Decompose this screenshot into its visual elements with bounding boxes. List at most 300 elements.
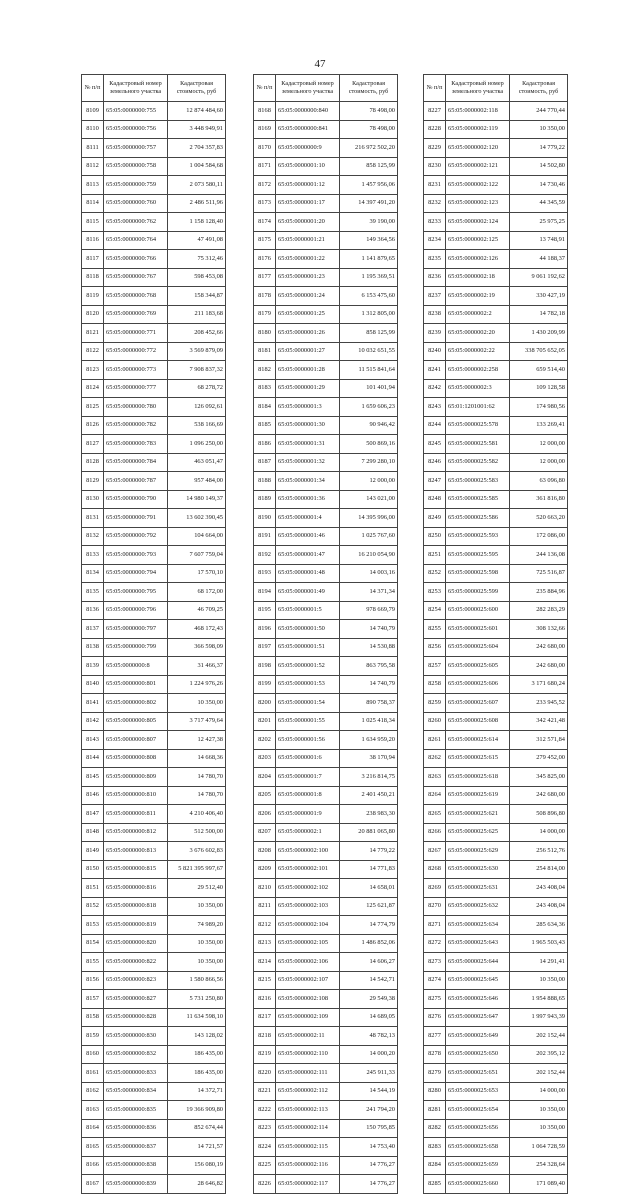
- table-row: [424, 638, 568, 657]
- table-row: [424, 731, 568, 750]
- cadastral-value: 244 770,44: [510, 102, 568, 121]
- row-number: 8216: [254, 990, 276, 1009]
- table-row: [254, 768, 398, 787]
- table-row: [82, 749, 226, 768]
- register-table-right: [423, 74, 568, 1194]
- row-number: 8222: [254, 1101, 276, 1120]
- table-row: [254, 786, 398, 805]
- cadastral-value: 890 758,37: [340, 694, 398, 713]
- cadastral-value: 19 366 909,80: [168, 1101, 226, 1120]
- table-row: [82, 564, 226, 583]
- table-row: [82, 657, 226, 676]
- cadastral-number: 65:05:0000000:777: [104, 379, 168, 398]
- cadastral-number: 65:05:0000001:32: [276, 453, 340, 472]
- cadastral-value: 1 486 852,06: [340, 934, 398, 953]
- table-row: [254, 657, 398, 676]
- cadastral-value: 12 000,00: [510, 435, 568, 454]
- row-number: 8194: [254, 583, 276, 602]
- cadastral-value: 463 051,47: [168, 453, 226, 472]
- table-row: [424, 1138, 568, 1157]
- row-number: 8153: [82, 916, 104, 935]
- cadastral-value: 68 278,72: [168, 379, 226, 398]
- cadastral-value: 14 740,79: [340, 675, 398, 694]
- row-number: 8271: [424, 916, 446, 935]
- row-number: 8233: [424, 213, 446, 232]
- cadastral-number: 65:05:0000000:759: [104, 176, 168, 195]
- cadastral-value: 512 500,00: [168, 823, 226, 842]
- cadastral-number: 65:05:0000000:841: [276, 120, 340, 139]
- cadastral-value: 500 869,16: [340, 435, 398, 454]
- table-row: [82, 490, 226, 509]
- cadastral-number: 65:05:0000001:4: [276, 509, 340, 528]
- cadastral-value: 14 779,22: [340, 842, 398, 861]
- row-number: 8200: [254, 694, 276, 713]
- cadastral-number: 65:05:0000000:764: [104, 231, 168, 250]
- table-row: [254, 564, 398, 583]
- header-number: № п/п: [82, 75, 104, 102]
- row-number: 8248: [424, 490, 446, 509]
- cadastral-number: 65:05:0000002:105: [276, 934, 340, 953]
- cadastral-number: 65:05:0000025:606: [446, 675, 510, 694]
- row-number: 8114: [82, 194, 104, 213]
- cadastral-value: 1 997 943,39: [510, 1008, 568, 1027]
- cadastral-value: 14 730,46: [510, 176, 568, 195]
- table-row: [82, 1119, 226, 1138]
- cadastral-number: 65:05:0000001:50: [276, 620, 340, 639]
- table-row: [254, 1138, 398, 1157]
- cadastral-number: 65:05:0000025:630: [446, 860, 510, 879]
- cadastral-number: 65:05:0000000:762: [104, 213, 168, 232]
- cadastral-value: 186 435,00: [168, 1064, 226, 1083]
- cadastral-value: 20 881 065,80: [340, 823, 398, 842]
- cadastral-number: 65:05:0000001:8: [276, 786, 340, 805]
- cadastral-value: 508 896,80: [510, 805, 568, 824]
- cadastral-value: 78 498,00: [340, 120, 398, 139]
- table-row: [82, 1064, 226, 1083]
- cadastral-value: 14 000,20: [340, 1045, 398, 1064]
- cadastral-number: 65:05:0000025:634: [446, 916, 510, 935]
- row-number: 8218: [254, 1027, 276, 1046]
- row-number: 8229: [424, 139, 446, 158]
- cadastral-value: 158 344,87: [168, 287, 226, 306]
- cadastral-number: 65:05:0000001:24: [276, 287, 340, 306]
- table-row: [254, 1156, 398, 1175]
- table-row: [254, 361, 398, 380]
- cadastral-value: 279 452,00: [510, 749, 568, 768]
- row-number: 8174: [254, 213, 276, 232]
- cadastral-number: 65:05:0000002:118: [446, 102, 510, 121]
- cadastral-number: 65:05:0000000:805: [104, 712, 168, 731]
- cadastral-value: 14 542,71: [340, 971, 398, 990]
- cadastral-value: 1 004 584,68: [168, 157, 226, 176]
- cadastral-value: 9 061 192,62: [510, 268, 568, 287]
- cadastral-value: 242 680,00: [510, 786, 568, 805]
- table-row: [254, 231, 398, 250]
- table-row: [82, 786, 226, 805]
- cadastral-number: 65:05:0000002:102: [276, 879, 340, 898]
- cadastral-number: 65:05:0000002:122: [446, 176, 510, 195]
- header-number: № п/п: [424, 75, 446, 102]
- table-row: [424, 1064, 568, 1083]
- row-number: 8260: [424, 712, 446, 731]
- cadastral-number: 65:05:0000025:605: [446, 657, 510, 676]
- row-number: 8239: [424, 324, 446, 343]
- table-row: [424, 361, 568, 380]
- cadastral-value: 852 674,44: [168, 1119, 226, 1138]
- row-number: 8154: [82, 934, 104, 953]
- cadastral-number: 65:05:0000000:820: [104, 934, 168, 953]
- table-row: [424, 1008, 568, 1027]
- row-number: 8273: [424, 953, 446, 972]
- row-number: 8134: [82, 564, 104, 583]
- header-cadastral-number: Кадастровый номер земельного участка: [104, 75, 168, 102]
- row-number: 8195: [254, 601, 276, 620]
- cadastral-number: 65:05:0000000:815: [104, 860, 168, 879]
- row-number: 8155: [82, 953, 104, 972]
- row-number: 8139: [82, 657, 104, 676]
- row-number: 8236: [424, 268, 446, 287]
- table-row: [254, 287, 398, 306]
- cadastral-value: 282 283,29: [510, 601, 568, 620]
- table-row: [424, 1119, 568, 1138]
- cadastral-number: 65:05:0000025:631: [446, 879, 510, 898]
- table-row: [82, 953, 226, 972]
- cadastral-value: 342 421,48: [510, 712, 568, 731]
- cadastral-number: 65:05:0000025:599: [446, 583, 510, 602]
- row-number: 8143: [82, 731, 104, 750]
- row-number: 8245: [424, 435, 446, 454]
- row-number: 8199: [254, 675, 276, 694]
- table-row: [82, 268, 226, 287]
- cadastral-value: 1 025 418,34: [340, 712, 398, 731]
- cadastral-number: 65:05:0000000:780: [104, 398, 168, 417]
- row-number: 8152: [82, 897, 104, 916]
- cadastral-number: 65:05:0000000:791: [104, 509, 168, 528]
- cadastral-number: 65:05:0000025:614: [446, 731, 510, 750]
- row-number: 8270: [424, 897, 446, 916]
- table-row: [254, 583, 398, 602]
- cadastral-number: 65:05:0000000:799: [104, 638, 168, 657]
- cadastral-number: 65:05:0000000:787: [104, 472, 168, 491]
- cadastral-value: 149 364,56: [340, 231, 398, 250]
- row-number: 8189: [254, 490, 276, 509]
- table-row: [254, 250, 398, 269]
- row-number: 8176: [254, 250, 276, 269]
- row-number: 8277: [424, 1027, 446, 1046]
- cadastral-value: 10 350,00: [510, 1101, 568, 1120]
- row-number: 8190: [254, 509, 276, 528]
- cadastral-value: 10 350,00: [168, 694, 226, 713]
- row-number: 8202: [254, 731, 276, 750]
- table-row: [254, 860, 398, 879]
- row-number: 8256: [424, 638, 446, 657]
- cadastral-value: 725 516,87: [510, 564, 568, 583]
- cadastral-number: 65:05:0000000:782: [104, 416, 168, 435]
- cadastral-value: 3 448 949,91: [168, 120, 226, 139]
- cadastral-number: 65:05:0000025:660: [446, 1175, 510, 1194]
- table-row: [424, 1082, 568, 1101]
- cadastral-number: 65:05:0000002:11: [276, 1027, 340, 1046]
- row-number: 8203: [254, 749, 276, 768]
- row-number: 8278: [424, 1045, 446, 1064]
- table-row: [82, 823, 226, 842]
- row-number: 8136: [82, 601, 104, 620]
- cadastral-number: 65:05:0000002:111: [276, 1064, 340, 1083]
- cadastral-value: 14 658,01: [340, 879, 398, 898]
- register-table-middle: [253, 74, 398, 1194]
- cadastral-value: 1 580 866,56: [168, 971, 226, 990]
- row-number: 8167: [82, 1175, 104, 1194]
- cadastral-number: 65:05:0000025:625: [446, 823, 510, 842]
- row-number: 8125: [82, 398, 104, 417]
- cadastral-value: 48 782,13: [340, 1027, 398, 1046]
- cadastral-number: 65:05:0000001:55: [276, 712, 340, 731]
- cadastral-value: 14 003,16: [340, 564, 398, 583]
- cadastral-value: 29 549,38: [340, 990, 398, 1009]
- row-number: 8180: [254, 324, 276, 343]
- row-number: 8184: [254, 398, 276, 417]
- cadastral-value: 238 983,30: [340, 805, 398, 824]
- cadastral-value: 44 188,37: [510, 250, 568, 269]
- row-number: 8116: [82, 231, 104, 250]
- table-row: [254, 675, 398, 694]
- table-row: [424, 916, 568, 935]
- cadastral-value: 14 371,34: [340, 583, 398, 602]
- cadastral-number: 65:05:0000025:583: [446, 472, 510, 491]
- cadastral-value: 338 705 652,05: [510, 342, 568, 361]
- cadastral-value: 598 453,08: [168, 268, 226, 287]
- cadastral-number: 65:05:0000000:9: [276, 139, 340, 158]
- table-row: [82, 361, 226, 380]
- table-row: [424, 176, 568, 195]
- cadastral-number: 65:05:0000025:650: [446, 1045, 510, 1064]
- row-number: 8281: [424, 1101, 446, 1120]
- table-row: [82, 157, 226, 176]
- cadastral-number: 65:05:0000000:835: [104, 1101, 168, 1120]
- row-number: 8129: [82, 472, 104, 491]
- cadastral-number: 65:05:0000001:34: [276, 472, 340, 491]
- cadastral-value: 3 216 814,75: [340, 768, 398, 787]
- table-row: [424, 805, 568, 824]
- table-row: [424, 472, 568, 491]
- cadastral-value: 14 689,05: [340, 1008, 398, 1027]
- row-number: 8204: [254, 768, 276, 787]
- cadastral-value: 208 452,66: [168, 324, 226, 343]
- table-row: [254, 435, 398, 454]
- cadastral-value: 12 874 484,60: [168, 102, 226, 121]
- row-number: 8169: [254, 120, 276, 139]
- table-row: [424, 490, 568, 509]
- table-row: [254, 1175, 398, 1194]
- row-number: 8263: [424, 768, 446, 787]
- table-row: [82, 1082, 226, 1101]
- cadastral-value: 520 663,20: [510, 509, 568, 528]
- cadastral-number: 65:05:0000002:3: [446, 379, 510, 398]
- row-number: 8196: [254, 620, 276, 639]
- cadastral-value: 216 972 502,20: [340, 139, 398, 158]
- cadastral-value: 1 025 767,60: [340, 527, 398, 546]
- table-row: [424, 157, 568, 176]
- cadastral-value: 14 606,27: [340, 953, 398, 972]
- cadastral-value: 1 659 606,23: [340, 398, 398, 417]
- cadastral-number: 65:05:0000001:3: [276, 398, 340, 417]
- cadastral-number: 65:05:0000000:827: [104, 990, 168, 1009]
- row-number: 8141: [82, 694, 104, 713]
- row-number: 8186: [254, 435, 276, 454]
- cadastral-value: 14 980 149,37: [168, 490, 226, 509]
- cadastral-value: 202 152,44: [510, 1064, 568, 1083]
- table-row: [424, 324, 568, 343]
- table-row: [82, 1027, 226, 1046]
- row-number: 8135: [82, 583, 104, 602]
- header-cadastral-value: Кадастровая стоимость, руб: [168, 75, 226, 102]
- cadastral-number: 65:05:0000002:115: [276, 1138, 340, 1157]
- cadastral-number: 65:05:0000025:578: [446, 416, 510, 435]
- table-row: [82, 176, 226, 195]
- cadastral-value: 858 125,99: [340, 157, 398, 176]
- cadastral-number: 65:05:0000002:1: [276, 823, 340, 842]
- row-number: 8241: [424, 361, 446, 380]
- row-number: 8121: [82, 324, 104, 343]
- cadastral-number: 65:05:0000025:615: [446, 749, 510, 768]
- cadastral-number: 65:05:0000000:823: [104, 971, 168, 990]
- table-row: [82, 916, 226, 935]
- cadastral-number: 65:05:0000025:608: [446, 712, 510, 731]
- cadastral-number: 65:05:0000000:828: [104, 1008, 168, 1027]
- row-number: 8124: [82, 379, 104, 398]
- cadastral-number: 65:05:0000002:125: [446, 231, 510, 250]
- cadastral-value: 243 408,04: [510, 897, 568, 916]
- cadastral-number: 65:05:0000000:810: [104, 786, 168, 805]
- cadastral-value: 10 350,00: [168, 897, 226, 916]
- cadastral-number: 65:05:0000000:766: [104, 250, 168, 269]
- cadastral-number: 65:05:0000025:644: [446, 953, 510, 972]
- row-number: 8133: [82, 546, 104, 565]
- cadastral-value: 14 776,27: [340, 1175, 398, 1194]
- cadastral-number: 65:05:0000000:797: [104, 620, 168, 639]
- cadastral-value: 75 312,46: [168, 250, 226, 269]
- header-cadastral-value: Кадастровая стоимость, руб: [510, 75, 568, 102]
- row-number: 8259: [424, 694, 446, 713]
- cadastral-value: 12 000,00: [510, 453, 568, 472]
- cadastral-value: 125 621,87: [340, 897, 398, 916]
- table-row: [424, 1101, 568, 1120]
- table-row: [254, 1027, 398, 1046]
- row-number: 8225: [254, 1156, 276, 1175]
- table-row: [82, 509, 226, 528]
- cadastral-number: 65:05:0000000:758: [104, 157, 168, 176]
- cadastral-number: 65:05:0000001:31: [276, 435, 340, 454]
- row-number: 8280: [424, 1082, 446, 1101]
- row-number: 8119: [82, 287, 104, 306]
- cadastral-number: 65:05:0000000:807: [104, 731, 168, 750]
- cadastral-value: 4 210 406,40: [168, 805, 226, 824]
- row-number: 8221: [254, 1082, 276, 1101]
- cadastral-value: 254 328,64: [510, 1156, 568, 1175]
- cadastral-number: 65:05:0000002:107: [276, 971, 340, 990]
- table-header-row: [82, 75, 226, 102]
- row-number: 8252: [424, 564, 446, 583]
- row-number: 8257: [424, 657, 446, 676]
- table-row: [254, 398, 398, 417]
- cadastral-value: 468 172,43: [168, 620, 226, 639]
- row-number: 8227: [424, 102, 446, 121]
- table-row: [424, 287, 568, 306]
- cadastral-number: 65:05:0000000:773: [104, 361, 168, 380]
- cadastral-value: 13 748,91: [510, 231, 568, 250]
- cadastral-number: 65:05:0000001:53: [276, 675, 340, 694]
- cadastral-number: 65:05:0000025:645: [446, 971, 510, 990]
- row-number: 8175: [254, 231, 276, 250]
- cadastral-value: 202 152,44: [510, 1027, 568, 1046]
- table-row: [82, 398, 226, 417]
- cadastral-number: 65:05:0000002:109: [276, 1008, 340, 1027]
- table-row: [82, 416, 226, 435]
- cadastral-value: 104 664,00: [168, 527, 226, 546]
- table-row: [424, 860, 568, 879]
- row-number: 8113: [82, 176, 104, 195]
- cadastral-number: 65:05:0000000:838: [104, 1156, 168, 1175]
- cadastral-number: 65:05:0000025:653: [446, 1082, 510, 1101]
- cadastral-number: 65:05:0000002:126: [446, 250, 510, 269]
- table-row: [424, 453, 568, 472]
- cadastral-number: 65:05:0000001:54: [276, 694, 340, 713]
- cadastral-number: 65:05:0000000:832: [104, 1045, 168, 1064]
- table-row: [82, 324, 226, 343]
- cadastral-number: 65:05:0000000:784: [104, 453, 168, 472]
- table-row: [424, 897, 568, 916]
- cadastral-number: 65:05:0000002:123: [446, 194, 510, 213]
- table-row: [424, 1156, 568, 1175]
- row-number: 8151: [82, 879, 104, 898]
- table-row: [254, 1082, 398, 1101]
- table-header-row: [254, 75, 398, 102]
- table-row: [424, 1175, 568, 1194]
- cadastral-number: 65:05:0000025:585: [446, 490, 510, 509]
- row-number: 8274: [424, 971, 446, 990]
- cadastral-number: 65:05:0000002:100: [276, 842, 340, 861]
- cadastral-value: 68 172,00: [168, 583, 226, 602]
- cadastral-value: 14 774,79: [340, 916, 398, 935]
- table-row: [424, 435, 568, 454]
- row-number: 8142: [82, 712, 104, 731]
- table-row: [82, 1008, 226, 1027]
- cadastral-number: 65:05:0000025:659: [446, 1156, 510, 1175]
- cadastral-number: 65:05:0000025:629: [446, 842, 510, 861]
- table-row: [424, 213, 568, 232]
- row-number: 8242: [424, 379, 446, 398]
- cadastral-value: 14 780,70: [168, 768, 226, 787]
- cadastral-value: 3 569 879,09: [168, 342, 226, 361]
- cadastral-value: 538 166,69: [168, 416, 226, 435]
- cadastral-number: 65:05:0000002:116: [276, 1156, 340, 1175]
- cadastral-value: 13 602 390,45: [168, 509, 226, 528]
- cadastral-value: 78 498,00: [340, 102, 398, 121]
- cadastral-number: 65:05:0000025:582: [446, 453, 510, 472]
- cadastral-number: 65:05:0000025:647: [446, 1008, 510, 1027]
- row-number: 8118: [82, 268, 104, 287]
- table-row: [424, 620, 568, 639]
- cadastral-value: 90 946,42: [340, 416, 398, 435]
- cadastral-number: 65:05:0000002:20: [446, 324, 510, 343]
- row-number: 8110: [82, 120, 104, 139]
- cadastral-number: 65:05:0000025:643: [446, 934, 510, 953]
- table-row: [82, 1175, 226, 1194]
- cadastral-value: 211 183,68: [168, 305, 226, 324]
- cadastral-value: 978 669,79: [340, 601, 398, 620]
- row-number: 8226: [254, 1175, 276, 1194]
- table-row: [82, 601, 226, 620]
